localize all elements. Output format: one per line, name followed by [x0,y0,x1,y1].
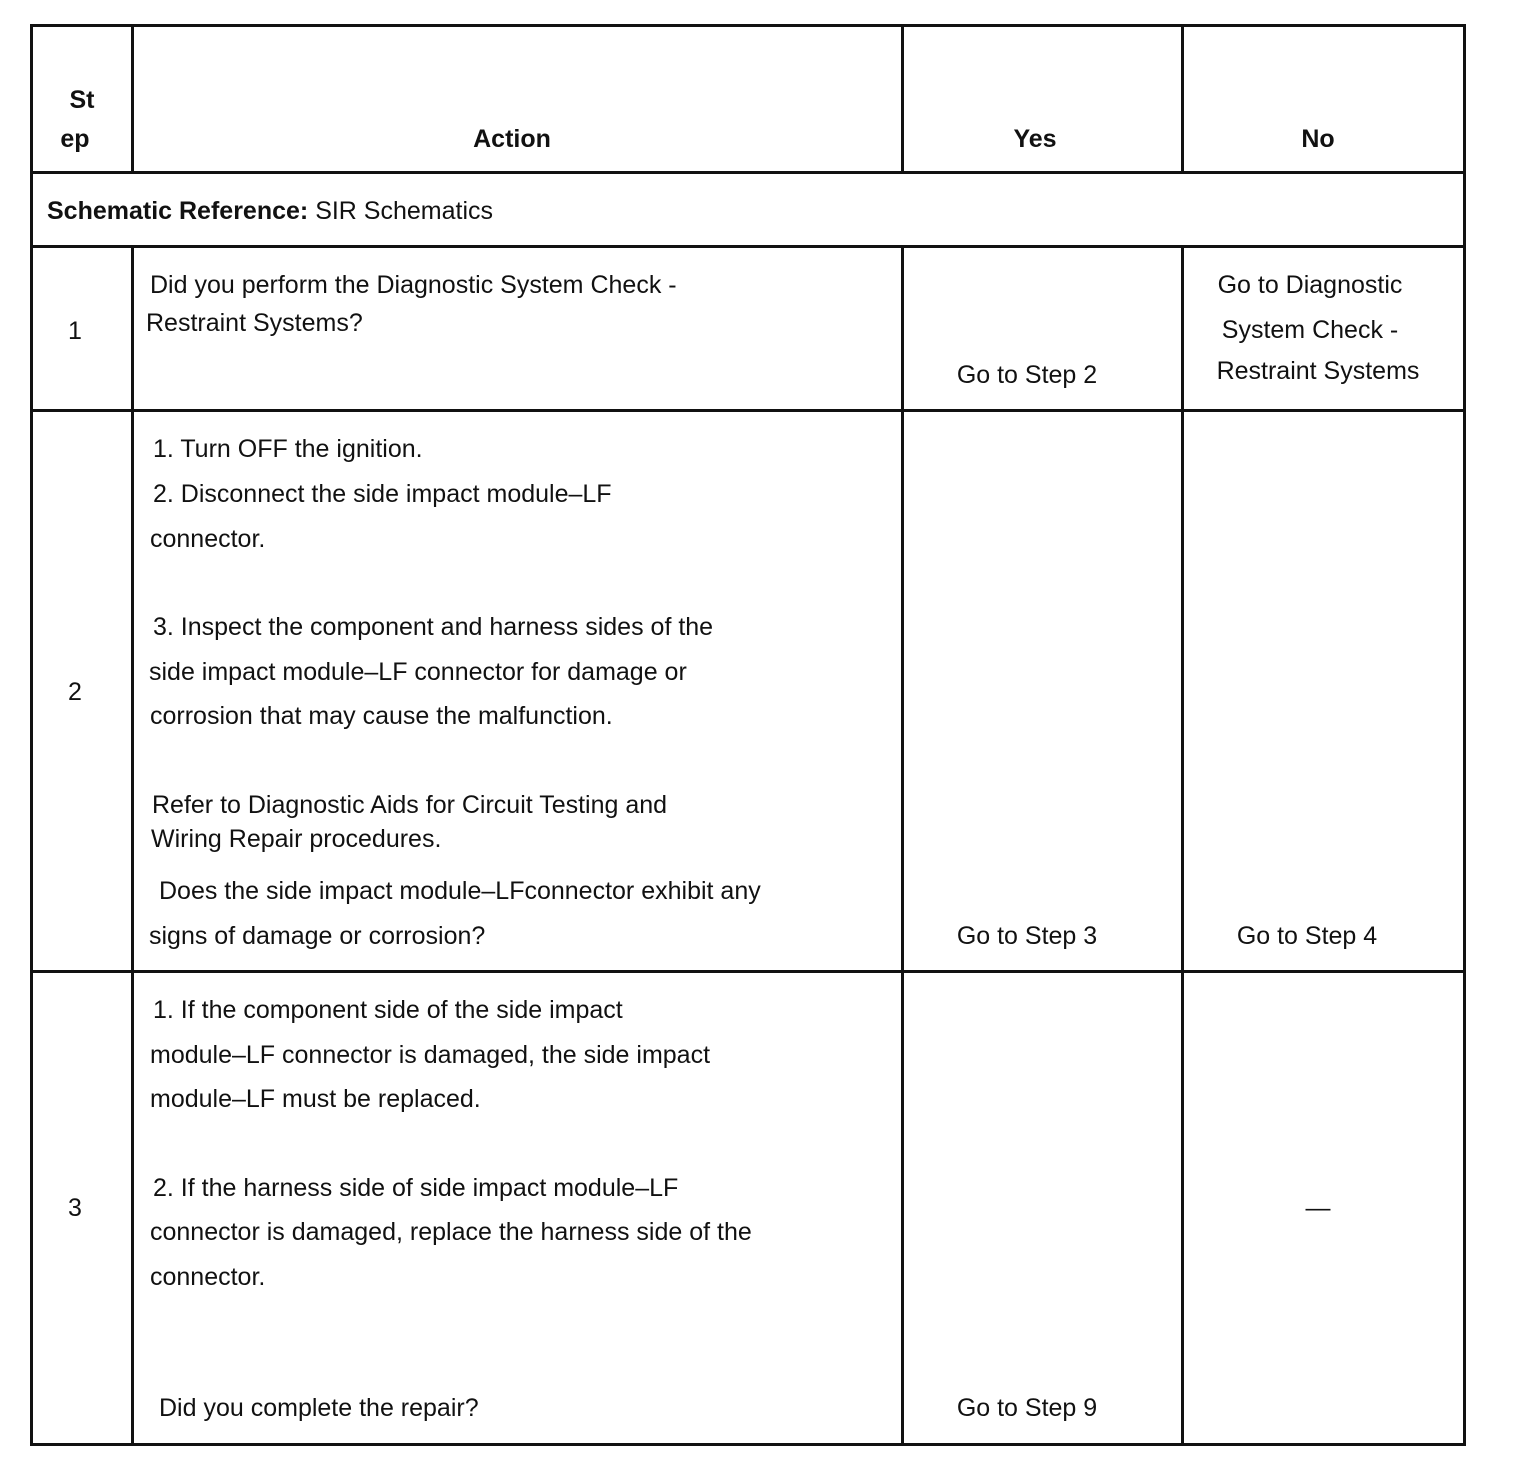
header-step-line-2: ep [60,125,90,153]
header-action: Action [473,125,551,153]
action-line: Did you perform the Diagnostic System Check - [150,271,677,299]
action-line: Restraint Systems? [146,309,363,337]
action-line: Did you complete the repair? [159,1394,479,1422]
header-divider [30,171,1466,174]
yes-result: Go to Step 9 [956,1394,1098,1422]
action-line: connector is damaged, replace the harness side of the [150,1218,752,1246]
action-line: signs of damage or corrosion? [149,922,486,950]
action-line: 2. Disconnect the side impact module–LF [153,480,612,508]
action-line: side impact module–LF connector for damage or [149,658,687,686]
action-line: corrosion that may cause the malfunction. [150,702,613,730]
yes-column-divider [1181,245,1184,1446]
action-line: Refer to Diagnostic Aids for Circuit Testing and [152,791,668,819]
step-number: 3 [68,1194,82,1222]
action-line: connector. [150,525,266,553]
action-line: Does the side impact module–LFconnector exhibit any [159,877,761,905]
row-2-divider [30,970,1466,973]
action-line: 3. Inspect the component and harness sides of the [153,613,714,641]
row-1-divider [30,409,1466,412]
schematic-label: Schematic Reference: [47,197,309,225]
step-number: 1 [68,317,82,345]
step-number: 2 [68,678,82,706]
header-step-line-1: St [69,86,95,114]
no-result: — [1305,1194,1331,1222]
action-line: 2. If the harness side of side impact module–LF [153,1174,679,1202]
schematic-value: SIR Schematics [315,197,494,225]
header-no: No [1301,125,1335,153]
no-result-line: Restraint Systems [1216,357,1420,385]
schematic-reference [47,199,493,224]
action-line: module–LF must be replaced. [150,1085,481,1113]
action-line: 1. Turn OFF the ignition. [153,435,423,463]
action-line: module–LF connector is damaged, the side impact [150,1041,711,1069]
action-line: Wiring Repair procedures. [151,825,442,853]
no-result-line: Go to Diagnostic [1217,271,1403,299]
action-column-divider [901,245,904,1446]
no-result: Go to Step 4 [1236,922,1378,950]
action-line: 1. If the component side of the side impact [153,996,623,1024]
yes-result: Go to Step 3 [956,922,1098,950]
action-line: connector. [150,1263,266,1291]
no-result-line: System Check - [1221,316,1399,344]
yes-result: Go to Step 2 [956,361,1098,389]
step-column-divider [131,245,134,1446]
header-yes: Yes [1013,125,1057,153]
schematic-divider [30,245,1466,248]
